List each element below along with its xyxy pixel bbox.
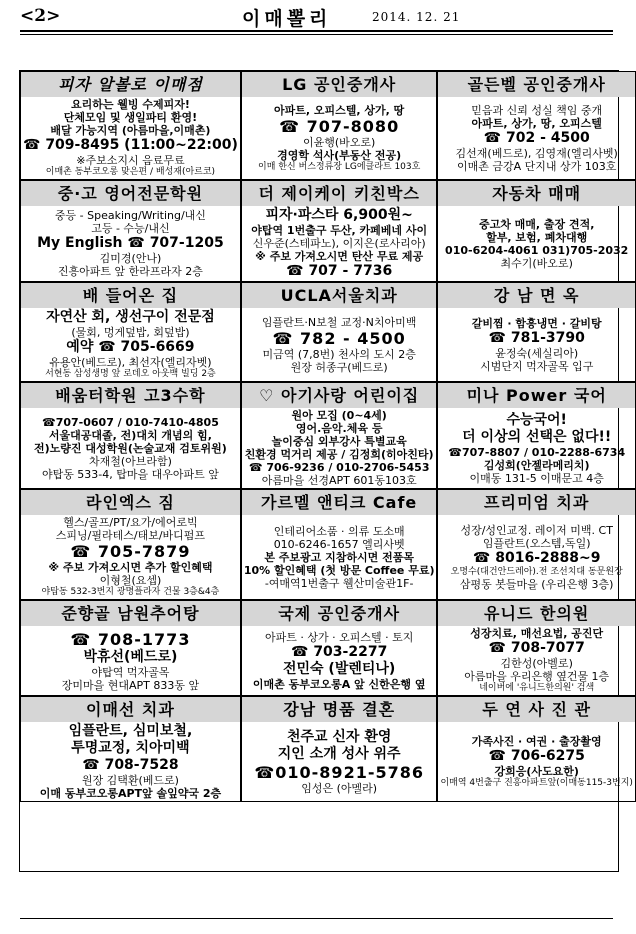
ad-title: 배움터학원 고3수학 <box>21 383 240 408</box>
ad-line: ※주보소지시 음료무료 <box>76 154 185 167</box>
ad-line: 아름마을 우리은행 옆건물 1층 <box>464 670 610 683</box>
ad-line: ☎ 706-6275 <box>488 747 585 764</box>
ad-line: ☎ 703-2277 <box>291 643 388 660</box>
ad-line: 믿음과 신뢰 성실 책임 중개 <box>471 103 603 117</box>
ad-line: 영어.음악.체육 등 <box>295 422 383 435</box>
ad-line: 김한성(아벨로) <box>500 657 573 670</box>
ad-title: 강남 명품 결혼 <box>242 697 437 722</box>
ad-line: 고등 - 수능/내신 <box>91 222 170 235</box>
ad-title: 가르멜 앤티크 Cafe <box>242 490 437 515</box>
ad-box <box>437 489 635 600</box>
ad-line: 가족사진 · 여권 · 출장촬영 <box>471 734 602 748</box>
issue-date: 2014. 12. 21 <box>372 10 461 24</box>
ad-box <box>241 71 438 180</box>
ad-box <box>241 600 438 696</box>
ad-line: 010-6246-1657 엘리사벳 <box>273 537 405 551</box>
ad-box <box>20 71 241 180</box>
ad-box <box>241 489 438 600</box>
ad-line: 자연산 회, 생선구이 전문점 <box>46 309 215 325</box>
ad-line: 010-6204-4061 031)705-2032 <box>445 243 629 257</box>
ad-line: 이매역 4번출구 진흥아파트앞(이매동115-3번지) <box>440 777 633 788</box>
ad-line: 중등 - Speaking/Writing/내신 <box>54 209 206 222</box>
ad-line: 천주교 신자 환영 <box>286 728 392 745</box>
ad-line: 이윤행(바오로) <box>302 135 376 149</box>
ad-line: 원장 김택환(베드로) <box>81 774 179 787</box>
ad-title: 중·고 영어전문학원 <box>21 181 240 206</box>
header-rule-thin <box>20 34 613 35</box>
ad-box <box>437 382 635 489</box>
ad-line: 삼평동 봇들마을 (우리은행 3층) <box>459 577 614 591</box>
header-rule <box>20 30 613 32</box>
ad-line: 이매촌 금강A 단지내 상가 103호 <box>456 159 617 173</box>
ad-line: 강희응(사도요한) <box>494 764 579 778</box>
ad-line: 예약 ☎ 705-6669 <box>66 339 195 355</box>
ad-line: 아파트 · 상가 · 오피스텔 · 토지 <box>264 630 414 644</box>
ad-line: 오명수(대건안드레아).전 조선치대 동문원장 <box>450 566 623 577</box>
ad-line: 10% 할인혜택 (첫 방문 Coffee 무료) <box>243 563 435 577</box>
ad-line: 경영학 석사(부동산 전공) <box>277 148 402 162</box>
ad-title: 국제 공인중개사 <box>242 601 437 626</box>
ad-body <box>21 722 240 801</box>
ad-line: ☎ 705-7879 <box>70 542 191 561</box>
ad-box <box>20 489 241 600</box>
ad-line: 이형철(요셉) <box>99 574 162 587</box>
ad-title: 미나 Power 국어 <box>438 383 634 408</box>
ad-line: 아파트, 상가, 땅, 오피스텔 <box>471 116 602 130</box>
ad-line: 아름마을 선경APT 601동103호 <box>261 474 417 487</box>
ad-line: 야탑동 533-4, 탑마을 대우아파트 앞 <box>41 467 219 481</box>
ad-body <box>242 97 437 179</box>
ad-line: 야탑역 1번출구 두산, 카페베네 사이 <box>251 224 428 237</box>
ad-body <box>438 206 634 281</box>
ad-line: 장미마을 현대APT 833동 앞 <box>61 678 200 692</box>
ad-line: 김미경(안나) <box>99 252 162 265</box>
ad-line: 신우준(스테파노), 이지은(로사리아) <box>252 237 426 250</box>
ad-title: 라인엑스 짐 <box>21 490 240 515</box>
ad-line: 임성은 (아멜라) <box>301 781 378 795</box>
ad-line: 할부, 보험, 폐차대행 <box>486 230 588 244</box>
ad-line: 원장 허종구(베드로) <box>290 360 388 374</box>
ad-title: 배 들어온 집 <box>21 283 240 308</box>
ad-title: 준향골 남원추어탕 <box>21 601 240 626</box>
ad-line: 미금역 (7,8번) 천사의 도시 2층 <box>262 347 416 361</box>
ad-line: 전)노량진 대성학원(논술교재 검토위원) <box>34 441 227 455</box>
ad-title: ♡ 아기사랑 어린이집 <box>242 383 437 408</box>
ad-line: 원아 모집 (0~4세) <box>291 409 387 422</box>
ad-body <box>242 408 437 488</box>
ad-line: 인테리어소품 · 의류 도소매 <box>273 524 405 538</box>
ad-body <box>21 308 240 381</box>
ad-line: ☎ 709-8495 (11:00~22:00) <box>23 137 238 153</box>
ad-line: My English ☎ 707-1205 <box>37 235 224 251</box>
ad-line: 놀이중심 외부강사 특별교육 <box>271 435 407 448</box>
ad-body <box>242 308 437 381</box>
ad-line: 수능국어! <box>506 411 567 428</box>
ad-box <box>437 71 635 180</box>
ad-title: 강 남 면 옥 <box>438 283 634 308</box>
ad-box <box>20 696 241 802</box>
page-header <box>20 4 613 28</box>
ad-body <box>242 515 437 599</box>
ad-body <box>21 206 240 281</box>
ad-line: 친환경 먹거리 제공 / 김정희(히아친타) <box>244 448 434 461</box>
ad-title: 유니드 한의원 <box>438 601 634 626</box>
ad-body <box>438 626 634 695</box>
ad-line: 김선재(베드로), 김영재(엘리사벳) <box>455 146 618 160</box>
ad-line: 윤정숙(세실리아) <box>495 346 579 360</box>
ad-line: ※ 주보 가져오시면 탄산 무료 제공 <box>255 250 424 263</box>
ad-box <box>437 696 635 802</box>
ad-box <box>20 282 241 382</box>
ad-line: 네이버에 '유니드한의원' 검색 <box>479 683 595 693</box>
ad-body <box>242 206 437 281</box>
ad-line: ☎010-8921-5786 <box>254 762 424 782</box>
ad-line: -여매역1번출구 웰산미술관1F- <box>264 576 414 590</box>
page-number: <2> <box>20 6 61 26</box>
ad-title: 피자 알볼로 이매점 <box>21 72 240 97</box>
ad-line: 임플란트(오스템,독일) <box>482 536 591 550</box>
ad-line: 요리하는 웰빙 수제피자! <box>70 98 190 111</box>
ad-title: 프리미엄 치과 <box>438 490 634 515</box>
ad-line: 임플란트, 심미보철, <box>68 723 193 739</box>
ad-box <box>20 382 241 489</box>
ad-box <box>437 282 635 382</box>
ad-line: 스피닝/필라테스/태보/바디펌프 <box>55 529 206 542</box>
ad-line: 이매촌 동부코오롱A 앞 신한은행 옆 <box>252 677 426 691</box>
ad-box <box>241 382 438 489</box>
ad-line: 전민숙 (발렌티나) <box>282 660 396 677</box>
ad-line: 이매 동부코오롱APT앞 솔잎약국 2층 <box>39 787 222 800</box>
ad-line: 배달 가능지역 (아름마을,이매촌) <box>50 124 211 137</box>
ad-title: LG 공인중개사 <box>242 72 437 97</box>
ad-line: ☎ 708-7528 <box>82 757 179 773</box>
ad-body <box>438 722 634 801</box>
ad-line: 서울대공대졸, 전)대치 개념의 힘, <box>48 428 212 442</box>
ad-title: 자동차 매매 <box>438 181 634 206</box>
ad-body <box>21 626 240 695</box>
ad-body <box>242 722 437 801</box>
ad-line: 피자·파스타 6,900원~ <box>265 207 413 223</box>
ad-box <box>437 180 635 282</box>
footer-rule <box>20 918 613 919</box>
ad-box <box>437 600 635 696</box>
ad-line: 이매촌 동부코오롱 맞은편 / 배성재(아르코) <box>45 167 216 177</box>
ad-line: 야탑역 먹자골목 <box>91 665 170 679</box>
ad-line: 김성희(안젤라메리치) <box>483 458 590 472</box>
ad-line: 박휴선(베드로) <box>83 648 178 665</box>
ad-body <box>438 515 634 599</box>
ad-line: 중고차 매매, 출장 견적, <box>478 217 595 231</box>
ad-title: 골든벨 공인중개사 <box>438 72 634 97</box>
ad-title: UCLA서울치과 <box>242 283 437 308</box>
ad-title: 두 연 사 진 관 <box>438 697 634 722</box>
ad-line: 시범단지 먹자골목 입구 <box>480 359 594 373</box>
ad-box <box>20 600 241 696</box>
ad-line: 본 주보광고 지참하시면 전품목 <box>264 550 414 564</box>
ad-line: 더 이상의 선택은 없다!! <box>462 428 612 445</box>
ad-line: 야탑동 532-3번지 광명플라자 건물 3층&4층 <box>41 587 220 597</box>
ad-line: 아파트, 오피스텔, 상가, 땅 <box>274 103 405 117</box>
ad-body <box>21 515 240 599</box>
ad-title: 이매선 치과 <box>21 697 240 722</box>
ad-line: 유용안(베드로), 최선자(엘리자벳) <box>49 356 212 369</box>
ad-body <box>21 97 240 179</box>
ad-line: ☎ 782 - 4500 <box>272 328 406 348</box>
ad-line: 이매 한신 버스정류장 LG에클라트 103호 <box>258 161 421 172</box>
ad-line: ☎707-0607 / 010-7410-4805 <box>42 415 219 429</box>
bulletin-title: 이매뽈리 <box>242 8 332 30</box>
ad-box <box>241 282 438 382</box>
ad-line: 성장치료, 매선요법, 공진단 <box>470 627 604 640</box>
ad-line: ☎ 707 - 7736 <box>286 263 393 279</box>
ad-body <box>438 408 634 488</box>
ad-line: ☎ 708-7077 <box>488 640 585 656</box>
ad-line: 지인 소개 성사 위주 <box>277 745 401 762</box>
ad-line: ☎ 708-1773 <box>70 629 191 649</box>
ad-line: ☎707-8807 / 010-2288-6734 <box>448 445 626 459</box>
ad-line: 투명교정, 치아미백 <box>71 740 190 756</box>
ad-grid <box>19 70 633 872</box>
ad-body <box>21 408 240 488</box>
ad-line: ※ 주보 가져오시면 추가 할인혜택 <box>48 561 213 574</box>
ad-line: (물회, 멍게덮밥, 회덮밥) <box>71 326 190 339</box>
ad-body <box>438 97 634 179</box>
ad-line: 갈비찜 · 함흥냉면 · 갈비탕 <box>471 316 602 330</box>
ad-line: 진흥아파트 앞 한라프라자 2층 <box>57 265 203 278</box>
ad-box <box>20 180 241 282</box>
ad-body <box>242 626 437 695</box>
ad-box <box>241 180 438 282</box>
ad-title: 더 제이케이 키친박스 <box>242 181 437 206</box>
ad-line: ☎ 706-9236 / 010-2706-5453 <box>248 461 430 474</box>
ad-line: 임플란트·N보철 교정·N치아미백 <box>261 315 417 329</box>
ad-line: ☎ 781-3790 <box>488 329 585 346</box>
ad-line: ☎ 702 - 4500 <box>483 129 590 146</box>
ad-body <box>438 308 634 381</box>
ad-line: 서현동 삼성생명 앞 로데오 아웃백 빌딩 2층 <box>45 369 216 379</box>
ad-line: 단체모임 및 생일파티 환영! <box>63 111 198 124</box>
ad-line: 차재철(아브라함) <box>88 454 172 468</box>
ad-box <box>241 696 438 802</box>
ad-line: 이매동 131-5 이매문고 4층 <box>469 471 604 485</box>
ad-line: 최수기(바오로) <box>500 256 573 270</box>
ad-line: ☎ 707-8080 <box>279 116 400 136</box>
ad-line: ☎ 8016-2888~9 <box>472 549 601 566</box>
ad-line: 헬스/골프/PT/요가/에어로빅 <box>63 516 198 529</box>
ad-line: 성장/성인교정. 레이저 미백. CT <box>460 523 613 537</box>
